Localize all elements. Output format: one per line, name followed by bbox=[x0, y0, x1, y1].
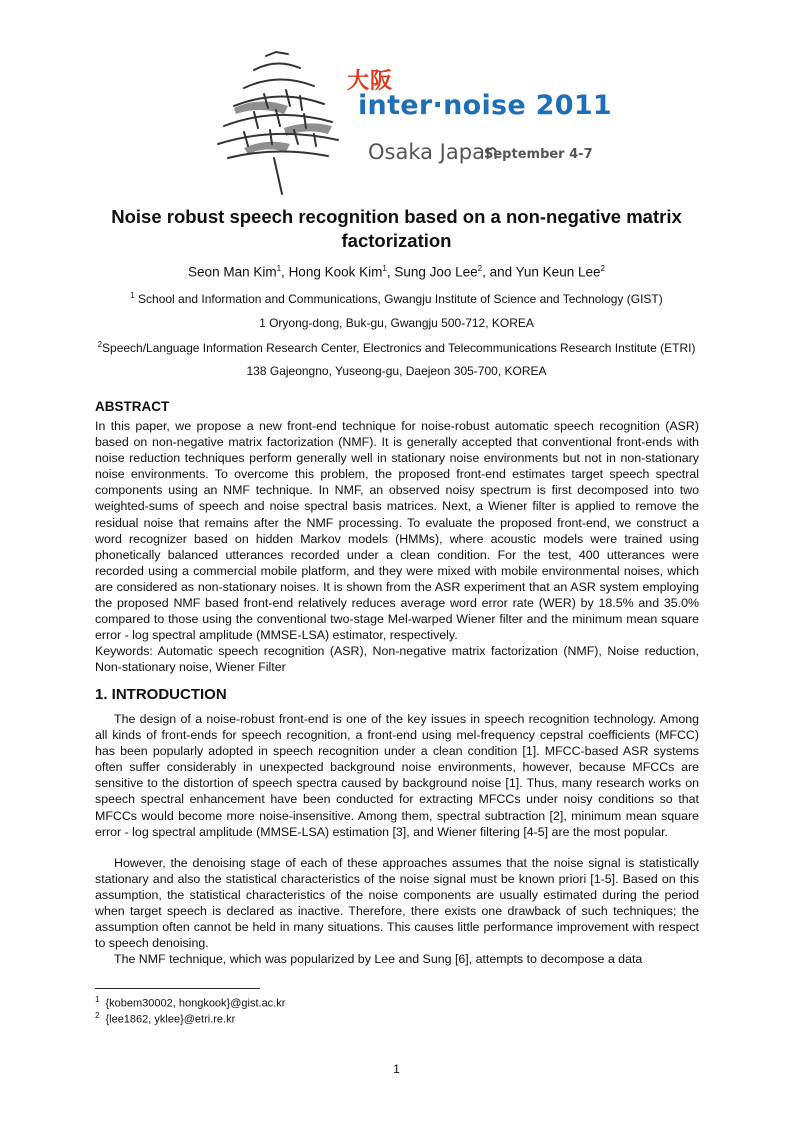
footnote-mark: 2 bbox=[95, 1011, 100, 1020]
logo-conference-name: inter·noise 2011 bbox=[358, 90, 613, 121]
affiliation-org: School and Information and Communications, Gwangju Institute of Science and Technology (GIST) bbox=[138, 292, 663, 306]
author-list bbox=[60, 264, 733, 280]
title-line-1: Noise robust speech recognition based on a non-negative matrix bbox=[111, 206, 682, 227]
footnote-1 bbox=[95, 995, 285, 1010]
conference-logo bbox=[214, 48, 594, 198]
footnote-2 bbox=[95, 1011, 235, 1026]
affiliation-2-address: 138 Gajeongno, Yuseong-gu, Daejeon 305-700, KOREA bbox=[246, 364, 547, 378]
abstract-text: In this paper, we propose a new front-end technique for noise-robust automatic speech recognition (ASR) based on non-negative matrix factorization (NMF). It is generally accepted that conventional front-ends with noise reduction techniques perform generally well in stationary noise environments but not in non-stationary noise environments. To overcome this problem, the proposed front-end estimates target speech spectral components using an NMF technique. In NMF, an observed noisy spectrum is first decomposed into two weighted-sums of speech and noise spectral basis matrices. Next, a Wiener filter is applied to remove the residual noise that remains after the NMF processing. To evaluate the proposed front-end, we construct a word recognizer based on hidden Markov models (HMMs), where acoustic models were trained using phonetically balanced utterances recorded under a clean condition. For the test, 400 utterances were recorded using a commercial mobile platform, and they were mixed with mobile environmental noises, which are considered as non-stationary noises. It is shown from the ASR experiment that an ASR system employing the proposed NMF based front-end relatively reduces average word error rate (WER) by 18.5% and 35.0% compared to those using the conventional two-stage Mel-warped Wiener filter and the minimum mean square error - log spectral amplitude (MMSE-LSA) estimator, respectively. bbox=[95, 419, 699, 643]
paper-title bbox=[80, 205, 713, 253]
author-affil-mark: 1 bbox=[276, 264, 282, 273]
author-separator: , and bbox=[482, 264, 516, 280]
affiliation-1 bbox=[40, 291, 753, 306]
author-name: Hong Kook Kim bbox=[288, 264, 383, 280]
footnote-divider bbox=[95, 988, 260, 989]
affiliation-org: Speech/Language Information Research Center, Electronics and Telecommunications Research Institute (ETRI) bbox=[102, 341, 696, 355]
author-affil-mark: 2 bbox=[477, 264, 483, 273]
author-separator: , bbox=[386, 264, 395, 280]
affiliation-mark: 2 bbox=[97, 340, 103, 349]
author-name: Seon Man Kim bbox=[188, 264, 277, 280]
abstract-heading: ABSTRACT bbox=[95, 399, 170, 414]
logo-city: Osaka Japan bbox=[368, 140, 499, 164]
intro-paragraph-1: The design of a noise-robust front-end is one of the key issues in speech recognition technology. Among all kinds of front-ends for speech recognition, a front-end using mel-frequency cepstral coefficients (MFCC) has been popularly adopted in speech recognition under a clean condition [1]. MFCC-based ASR systems often suffer considerably in unexpected background noise environments, however, because MFCCs are sensitive to the distortion of speech spectra caused by background noise [1]. Thus, many research works on speech spectral enhancement have been conducted for extracting MFCCs under noisy conditions so that MFCCs would become more noise-insensitive. Among them, spectral subtraction [2], minimum mean square error - log spectral amplitude (MMSE-LSA) estimation [3], and Wiener filtering [4-5] are the most popular. bbox=[95, 712, 699, 839]
author-name: Yun Keun Lee bbox=[515, 264, 601, 280]
intro-paragraph-2: However, the denoising stage of each of these approaches assumes that the noise signal is statistically stationary and also the statistical characteristics of the noise signal must be known priori [1-5]. Based on this assumption, the statistical characteristics of the noise components are usually estimated during the period when target speech is declared as inactive. Therefore, there exists one drawback of such techniques; the assumption often cannot be held in many situations. This causes little performance improvement with respect to speech denoising. bbox=[95, 856, 699, 951]
affiliation-1-address: 1 Oryong-dong, Buk-gu, Gwangju 500-712, KOREA bbox=[259, 316, 534, 330]
footnote-text: {kobem30002, hongkook}@gist.ac.kr bbox=[105, 997, 286, 1010]
footnote-mark: 1 bbox=[95, 995, 100, 1004]
castle-icon bbox=[214, 48, 354, 198]
affiliation-mark: 1 bbox=[130, 291, 135, 300]
author-affil-mark: 2 bbox=[600, 264, 605, 273]
author-separator: , bbox=[281, 264, 289, 280]
affiliation-2 bbox=[40, 340, 753, 355]
author-name: Sung Joo Lee bbox=[394, 264, 478, 280]
footnote-text: {lee1862, yklee}@etri.re.kr bbox=[105, 1013, 236, 1026]
keywords: Keywords: Automatic speech recognition (ASR), Non-negative matrix factorization (NMF), Noise reduction, Non-stationary noise, Wiener Filter bbox=[95, 644, 699, 675]
author-affil-mark: 1 bbox=[382, 264, 387, 273]
logo-kanji: 大阪 bbox=[347, 69, 394, 94]
page-number: 1 bbox=[393, 1062, 400, 1076]
intro-heading: 1. INTRODUCTION bbox=[95, 686, 227, 703]
title-line-2: factorization bbox=[341, 230, 452, 251]
intro-paragraph-3: The NMF technique, which was popularized by Lee and Sung [6], attempts to decompose a data bbox=[114, 952, 643, 966]
logo-dates: September 4-7 bbox=[484, 147, 593, 162]
